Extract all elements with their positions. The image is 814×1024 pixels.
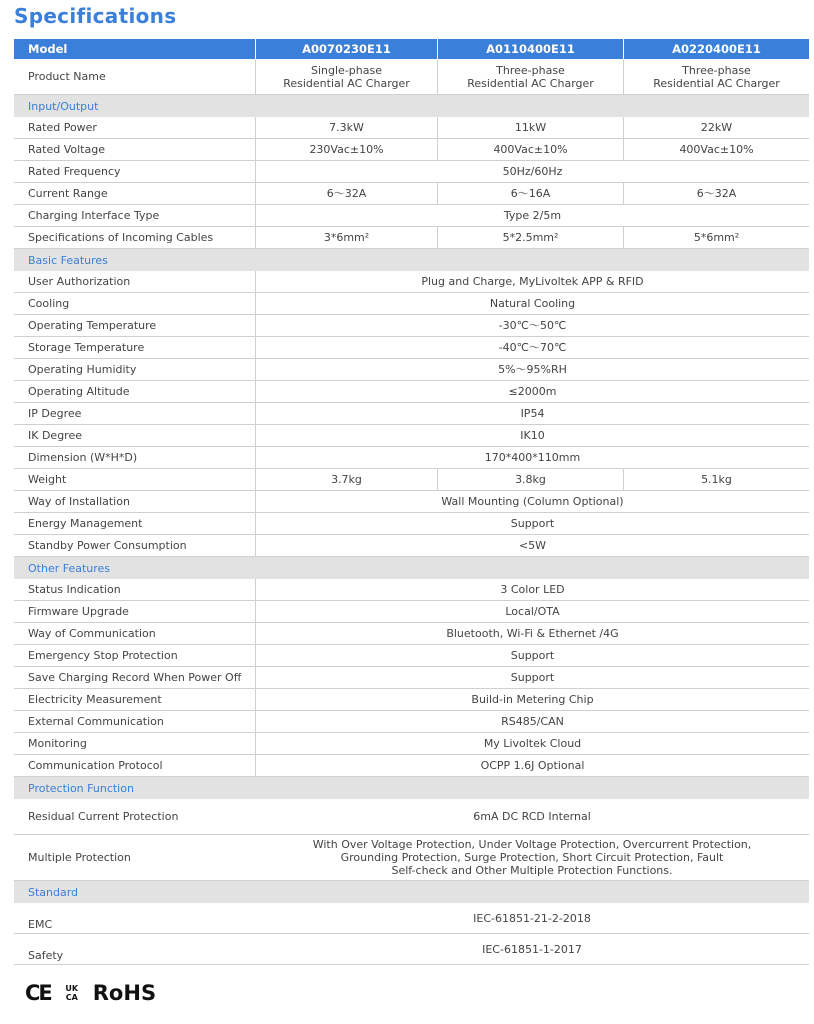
row-values xyxy=(255,903,809,933)
row-value: 6～32A xyxy=(623,183,809,204)
row-label: Standby Power Consumption xyxy=(28,539,187,552)
table-row xyxy=(14,469,809,491)
model-column-2: A0110400E11 xyxy=(437,39,623,59)
row-label: Rated Frequency xyxy=(28,165,121,178)
section-header xyxy=(14,249,809,271)
row-value: <5W xyxy=(255,535,809,556)
row-values xyxy=(255,447,809,468)
row-value: OCPP 1.6J Optional xyxy=(255,755,809,776)
row-value: 50Hz/60Hz xyxy=(255,161,809,182)
row-value: 400Vac±10% xyxy=(623,139,809,160)
row-label: Way of Communication xyxy=(28,627,156,640)
row-values xyxy=(255,799,809,834)
table-row xyxy=(14,403,809,425)
row-values xyxy=(255,117,809,138)
row-values xyxy=(255,337,809,358)
row-values xyxy=(255,161,809,182)
row-value: IK10 xyxy=(255,425,809,446)
table-row xyxy=(14,601,809,623)
row-values xyxy=(255,227,809,248)
header-model-label: Model xyxy=(28,42,68,56)
row-values xyxy=(255,469,809,490)
row-value: Bluetooth, Wi-Fi & Ethernet /4G xyxy=(255,623,809,644)
row-label: Operating Temperature xyxy=(28,319,157,332)
row-label: Operating Humidity xyxy=(28,363,137,376)
row-value: 170*400*110mm xyxy=(255,447,809,468)
section-header xyxy=(14,777,809,799)
table-row xyxy=(14,205,809,227)
row-value: Natural Cooling xyxy=(255,293,809,314)
row-value: 3 Color LED xyxy=(255,579,809,600)
row-value: 3.8kg xyxy=(437,469,623,490)
table-row xyxy=(14,59,809,95)
row-value: IEC-61851-1-2017 xyxy=(482,942,582,956)
row-value: 3.7kg xyxy=(255,469,437,490)
section-title: Protection Function xyxy=(28,781,134,795)
table-row xyxy=(14,623,809,645)
spec-table xyxy=(14,39,809,965)
table-row xyxy=(14,755,809,777)
table-row xyxy=(14,667,809,689)
row-value: Local/OTA xyxy=(255,601,809,622)
row-value: -30℃～50℃ xyxy=(255,315,809,336)
row-label: Rated Voltage xyxy=(28,143,105,156)
row-value: 5*2.5mm² xyxy=(437,227,623,248)
row-value: 230Vac±10% xyxy=(255,139,437,160)
row-label: Residual Current Protection xyxy=(28,810,179,823)
row-values xyxy=(255,491,809,512)
row-value: IEC-61851-21-2-2018 xyxy=(473,911,591,925)
table-row xyxy=(14,271,809,293)
row-value: 5.1kg xyxy=(623,469,809,490)
model-column-3: A0220400E11 xyxy=(623,39,809,59)
row-label: Way of Installation xyxy=(28,495,130,508)
table-row xyxy=(14,733,809,755)
row-label: Safety xyxy=(28,949,64,962)
row-label: Product Name xyxy=(28,70,106,83)
row-label: Communication Protocol xyxy=(28,759,163,772)
table-row xyxy=(14,903,809,934)
row-label: Electricity Measurement xyxy=(28,693,162,706)
table-row xyxy=(14,799,809,835)
table-row xyxy=(14,491,809,513)
row-value: Support xyxy=(255,667,809,688)
row-value: 3*6mm² xyxy=(255,227,437,248)
row-values xyxy=(255,183,809,204)
table-row xyxy=(14,835,809,881)
section-title: Other Features xyxy=(28,561,111,575)
section-header xyxy=(14,95,809,117)
row-label: Rated Power xyxy=(28,121,97,134)
row-value: 5%～95%RH xyxy=(255,359,809,380)
row-label: Save Charging Record When Power Off xyxy=(28,671,242,684)
row-label: EMC xyxy=(28,918,53,931)
row-label: Charging Interface Type xyxy=(28,209,160,222)
row-values xyxy=(255,271,809,292)
row-value: 11kW xyxy=(437,117,623,138)
row-value: Type 2/5m xyxy=(255,205,809,226)
row-value: Wall Mounting (Column Optional) xyxy=(255,491,809,512)
row-label: Specifications of Incoming Cables xyxy=(28,231,214,244)
table-row xyxy=(14,139,809,161)
table-row xyxy=(14,447,809,469)
row-values xyxy=(255,293,809,314)
row-label: Operating Altitude xyxy=(28,385,130,398)
row-values xyxy=(255,403,809,424)
row-values xyxy=(255,733,809,754)
row-value: Three-phase Residential AC Charger xyxy=(437,59,623,94)
row-values xyxy=(255,623,809,644)
row-label: Energy Management xyxy=(28,517,143,530)
table-row xyxy=(14,513,809,535)
certification-marks xyxy=(25,981,156,1005)
section-title: Basic Features xyxy=(28,253,108,267)
table-row xyxy=(14,535,809,557)
row-values xyxy=(255,205,809,226)
table-row xyxy=(14,711,809,733)
row-values xyxy=(255,535,809,556)
row-values xyxy=(255,315,809,336)
row-values xyxy=(255,689,809,710)
table-row xyxy=(14,934,809,965)
table-row xyxy=(14,337,809,359)
table-row xyxy=(14,425,809,447)
section-header xyxy=(14,557,809,579)
row-value: 6～16A xyxy=(437,183,623,204)
row-value: My Livoltek Cloud xyxy=(255,733,809,754)
row-label: Storage Temperature xyxy=(28,341,145,354)
table-row xyxy=(14,381,809,403)
row-values xyxy=(255,601,809,622)
row-values xyxy=(255,934,809,964)
row-label: Emergency Stop Protection xyxy=(28,649,178,662)
row-label: Monitoring xyxy=(28,737,87,750)
row-label: Cooling xyxy=(28,297,70,310)
table-row xyxy=(14,645,809,667)
row-value: 400Vac±10% xyxy=(437,139,623,160)
model-column-1: A0070230E11 xyxy=(255,39,437,59)
rohs-mark-icon: RoHS xyxy=(92,981,157,1005)
row-value: With Over Voltage Protection, Under Voltage Protection, Overcurrent Protection, Grounding Protection, Surge Protection, Short Circuit Protection, Fault Self-check and Other Multiple Protection Functions. xyxy=(312,838,752,877)
row-label: External Communication xyxy=(28,715,164,728)
table-row xyxy=(14,579,809,601)
row-value: -40℃～70℃ xyxy=(255,337,809,358)
row-label: IK Degree xyxy=(28,429,82,442)
row-label: Status Indication xyxy=(28,583,121,596)
row-value: Single-phase Residential AC Charger xyxy=(255,59,437,94)
page-title: Specifications xyxy=(14,4,177,28)
row-value: 22kW xyxy=(623,117,809,138)
row-values xyxy=(255,645,809,666)
row-values xyxy=(255,425,809,446)
row-label: Multiple Protection xyxy=(28,851,131,864)
row-value: Support xyxy=(255,513,809,534)
row-label: Firmware Upgrade xyxy=(28,605,129,618)
row-values xyxy=(255,359,809,380)
table-row xyxy=(14,117,809,139)
row-values xyxy=(255,667,809,688)
row-value: RS485/CAN xyxy=(255,711,809,732)
row-value: Build-in Metering Chip xyxy=(255,689,809,710)
row-value: IP54 xyxy=(255,403,809,424)
row-value: 6～32A xyxy=(255,183,437,204)
table-row xyxy=(14,227,809,249)
table-row xyxy=(14,183,809,205)
row-value: Three-phase Residential AC Charger xyxy=(623,59,809,94)
row-label: Dimension (W*H*D) xyxy=(28,451,138,464)
row-values xyxy=(255,835,809,880)
row-label: IP Degree xyxy=(28,407,82,420)
row-value: 7.3kW xyxy=(255,117,437,138)
row-value: 6mA DC RCD Internal xyxy=(473,810,591,823)
ce-mark-icon: CE xyxy=(25,981,51,1005)
ukca-mark-icon: UK CA xyxy=(65,984,79,1002)
row-label: Weight xyxy=(28,473,67,486)
row-values xyxy=(255,711,809,732)
row-label: User Authorization xyxy=(28,275,131,288)
table-row xyxy=(14,315,809,337)
row-values xyxy=(255,755,809,776)
row-values xyxy=(255,513,809,534)
row-value: 5*6mm² xyxy=(623,227,809,248)
table-row xyxy=(14,689,809,711)
table-row xyxy=(14,161,809,183)
row-values xyxy=(255,381,809,402)
table-row xyxy=(14,359,809,381)
row-value: Support xyxy=(255,645,809,666)
table-header xyxy=(14,39,809,59)
section-title: Input/Output xyxy=(28,99,99,113)
table-row xyxy=(14,293,809,315)
row-values xyxy=(255,579,809,600)
row-value: Plug and Charge, MyLivoltek APP & RFID xyxy=(255,271,809,292)
section-title: Standard xyxy=(28,885,79,899)
section-header xyxy=(14,881,809,903)
row-value: ≤2000m xyxy=(255,381,809,402)
row-label: Current Range xyxy=(28,187,108,200)
row-values xyxy=(255,139,809,160)
